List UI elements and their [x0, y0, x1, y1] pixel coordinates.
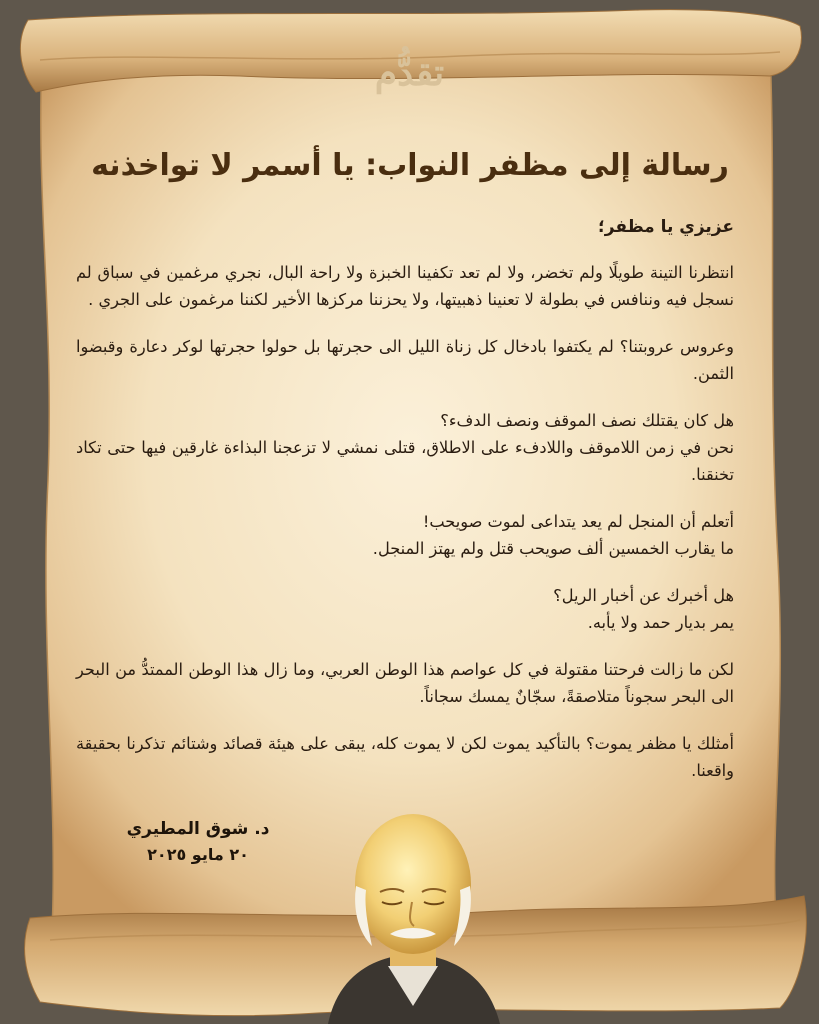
paragraph-line: ما يقارب الخمسين ألف صويحب قتل ولم يهتز المنجل.	[372, 539, 734, 558]
paragraph-line: وعروس عروبتنا؟ لم يكتفوا بادخال كل زناة الليل الى حجرتها بل حولوا حجرتها لوكر دعارة وقبضوا الثمن.	[76, 337, 734, 383]
paragraph-3	[76, 407, 734, 488]
paragraph-6	[76, 656, 734, 710]
portrait-photo	[318, 806, 508, 1024]
paragraph-7	[76, 730, 734, 784]
paragraph-4	[76, 508, 734, 562]
letter-title: رسالة إلى مظفر النواب: يا أسمر لا تواخذنه	[91, 148, 729, 183]
paragraph-line: نحن في زمن اللاموقف واللادفء على الاطلاق، قتلى نمشي لا تزعجنا البذاءة غارقين فيها حتى تكاد تخنقنا.	[76, 438, 734, 484]
paragraph-line: هل كان يقتلك نصف الموقف ونصف الدفء؟	[440, 411, 734, 430]
paragraph-1	[76, 259, 734, 313]
signature-name: د. شوق المطيري	[126, 819, 270, 839]
letter-greeting: عزيزي يا مظفر؛	[597, 217, 734, 237]
signature-block	[118, 816, 278, 868]
letter-body	[76, 214, 734, 804]
paragraph-line: يمر بديار حمد ولا يأبه.	[587, 613, 734, 632]
paragraph-line: هل أخبرك عن أخبار الريل؟	[553, 586, 734, 605]
paragraph-line: أمثلك يا مظفر يموت؟ بالتأكيد يموت لكن لا يموت كله، يبقى على هيئة قصائد وشتائم تذكرنا بحقيقة واقعنا.	[76, 734, 734, 780]
paragraph-5	[76, 582, 734, 636]
tagadom-logo: تقدُّم	[374, 52, 445, 94]
paragraph-line: أتعلم أن المنجل لم يعد يتداعى لموت صويحب!	[422, 512, 734, 531]
paragraph-line: انتظرنا التينة طويلًا ولم تخضر، ولا لم تعد تكفينا الخبزة ولا راحة البال، نجري مرغمين في سباق لم نسجل فيه وننافس في بطولة لا تعنينا ذهبيتها، ولا يحزننا مركزها الأخير لكننا مرغمون على الجري .	[76, 263, 734, 309]
paragraph-line: لكن ما زالت فرحتنا مقتولة في كل عواصم هذا الوطن العربي، وما زال هذا الوطن الممتدُّ من البحر الى البحر سجوناً متلاصقةً، سجّانٌ يمسك سجاناً.	[76, 660, 734, 706]
paragraph-2	[76, 333, 734, 387]
signature-date: ٢٠ مايو ٢٠٢٥	[147, 845, 249, 864]
